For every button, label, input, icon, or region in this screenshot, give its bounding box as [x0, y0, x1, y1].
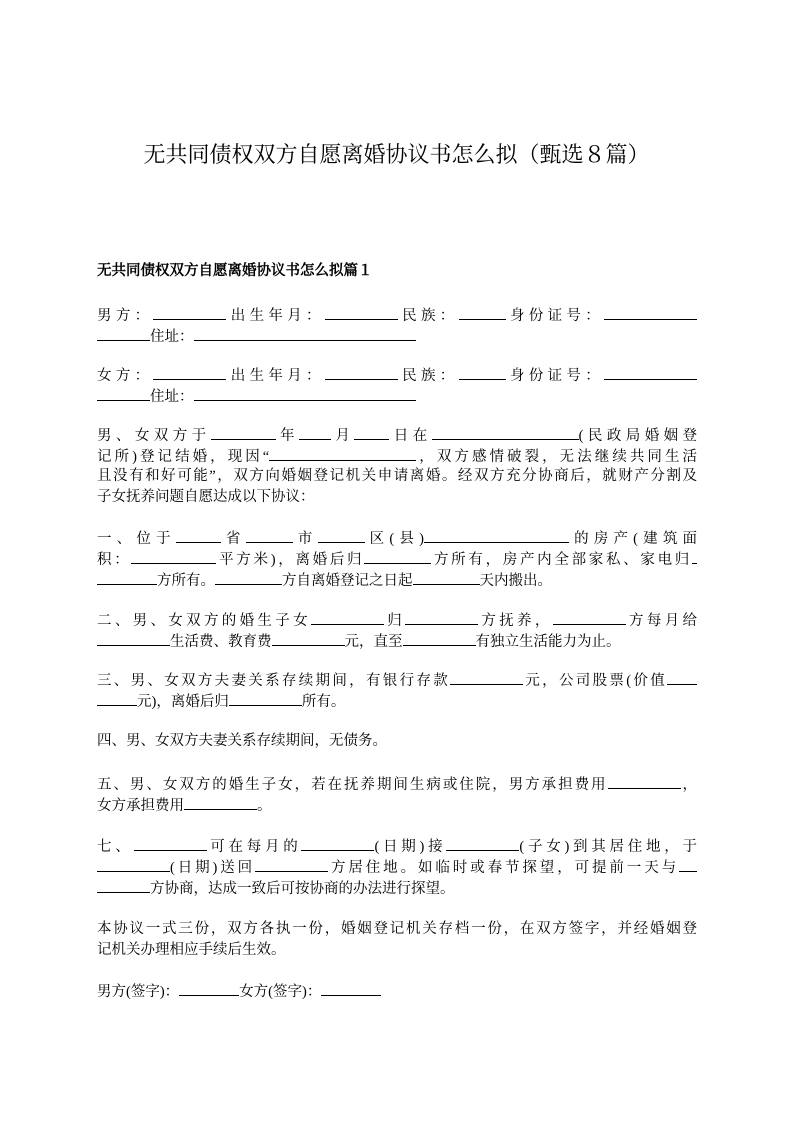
text: 省 [220, 531, 246, 547]
blank-field[interactable] [211, 424, 276, 440]
text: 子女抚养问题自愿达成以下协议： [97, 489, 315, 505]
closing-paragraph [97, 919, 697, 961]
blank-field[interactable] [325, 364, 398, 380]
text: 可在每月的 [206, 839, 302, 855]
text: 有独立生活能力为止。 [475, 634, 621, 650]
text: 日在 [389, 428, 432, 444]
clause-4 [97, 731, 697, 752]
blank-field[interactable] [97, 325, 150, 341]
blank-field[interactable] [553, 609, 626, 625]
signature-line [97, 980, 697, 1001]
blank-field[interactable] [301, 835, 374, 851]
blank-field[interactable] [424, 527, 569, 543]
blank-field[interactable] [608, 773, 681, 789]
blank-field[interactable] [667, 669, 697, 685]
text: 方所有。 [157, 573, 215, 589]
text: 归 [383, 613, 406, 629]
text: 平方米)，离婚后归 [216, 552, 365, 568]
clause-5 [97, 773, 697, 815]
blank-field[interactable] [299, 424, 331, 440]
text: 方自离婚登记之日起 [282, 573, 413, 589]
clause-1 [97, 527, 697, 590]
text: 积： [97, 552, 132, 568]
blank-field[interactable] [364, 548, 431, 564]
text: 天内搬出。 [479, 573, 552, 589]
label: 身份证号： [505, 368, 605, 384]
blank-field[interactable] [229, 690, 302, 706]
male-info [97, 304, 697, 346]
label: 女方： [97, 368, 154, 384]
blank-field[interactable] [97, 385, 150, 401]
text: 记机关办理相应手续后生效。 [97, 942, 286, 958]
text: 且没有和好可能”，双方向婚姻登记机关申请离婚。经双方充分协商后，就财产分割及 [97, 468, 697, 484]
blank-field[interactable] [354, 424, 389, 440]
blank-field[interactable] [131, 548, 216, 564]
blank-field[interactable] [176, 527, 221, 543]
female-signature-label: 女方(签字)： [239, 984, 322, 1000]
blank-field[interactable] [194, 325, 416, 341]
text: 元)，离婚后归 [137, 694, 229, 710]
label: 住址： [150, 329, 194, 345]
blank-field[interactable] [459, 304, 506, 320]
intro-paragraph [97, 424, 697, 508]
text: (日期)接 [374, 839, 447, 855]
blank-field[interactable] [134, 835, 207, 851]
text: 五、男、女双方的婚生子女，若在抚养期间生病或住院，男方承担费用 [97, 777, 608, 793]
document-title: 无共同债权双方自愿离婚协议书怎么拟（甄选８篇） [143, 143, 650, 168]
label: 民族： [397, 368, 459, 384]
male-signature-field[interactable] [179, 980, 239, 996]
blank-field[interactable] [432, 424, 579, 440]
text: 月 [330, 428, 355, 444]
blank-field[interactable] [311, 609, 384, 625]
text: 女方承担费用 [97, 798, 184, 814]
text: 的房产(建筑面 [568, 531, 698, 547]
label: 男方： [97, 308, 154, 324]
male-signature-label: 男方(签字)： [97, 984, 180, 1000]
text: ，双方感情破裂，无法继续共同生活 [416, 449, 698, 465]
blank-field[interactable] [459, 364, 506, 380]
blank-field[interactable] [153, 304, 226, 320]
section-heading: 无共同债权双方自愿离婚协议书怎么拟篇１ [97, 263, 373, 279]
text: 方居住地。如临时或春节探望，可提前一天与 [328, 860, 679, 876]
text: ， [680, 777, 697, 793]
blank-field[interactable] [97, 569, 157, 585]
blank-field[interactable] [272, 630, 345, 646]
text: 方每月给 [625, 613, 698, 629]
text: (子女)到其居住地，于 [519, 839, 697, 855]
clause-2 [97, 609, 697, 651]
blank-field[interactable] [184, 794, 257, 810]
female-info [97, 364, 697, 406]
text: 。 [257, 798, 272, 814]
clause-7 [97, 835, 697, 898]
female-signature-field[interactable] [321, 980, 381, 996]
blank-field[interactable] [318, 527, 365, 543]
blank-field[interactable] [97, 690, 137, 706]
blank-field[interactable] [604, 364, 697, 380]
text: 方所有，房产内全部家私、家电归 [431, 552, 693, 568]
text: 市 [292, 531, 318, 547]
blank-field[interactable] [679, 856, 697, 872]
text: 三、男、女双方夫妻关系存续期间，有银行存款 [97, 673, 451, 689]
label: 住址： [150, 389, 194, 405]
blank-field[interactable] [405, 609, 478, 625]
blank-field[interactable] [97, 630, 170, 646]
text: 元，公司股票(价值 [523, 673, 668, 689]
blank-field[interactable] [269, 445, 416, 461]
clause-3 [97, 669, 697, 711]
text: 生活费、教育费 [170, 634, 272, 650]
label: 出生年月： [226, 308, 325, 324]
blank-field[interactable] [215, 569, 282, 585]
blank-field[interactable] [255, 856, 328, 872]
blank-field[interactable] [97, 856, 170, 872]
text: 本协议一式三份，双方各执一份，婚姻登记机关存档一份，在双方签字，并经婚姻登 [97, 921, 697, 937]
blank-field[interactable] [325, 304, 398, 320]
label: 身份证号： [505, 308, 605, 324]
blank-field[interactable] [403, 630, 476, 646]
blank-field[interactable] [246, 527, 293, 543]
blank-field[interactable] [450, 669, 523, 685]
label: 民族： [397, 308, 459, 324]
blank-field[interactable] [692, 548, 697, 564]
text: (日期)送回 [170, 860, 256, 876]
text: (民政局婚姻登 [578, 428, 698, 444]
blank-field[interactable] [97, 877, 150, 893]
text: 所有。 [301, 694, 346, 710]
text: 方协商，达成一致后可按协商的办法进行探望。 [150, 881, 455, 897]
text: 一、位于 [97, 531, 176, 547]
label: 出生年月： [226, 368, 325, 384]
text: 年 [275, 428, 299, 444]
text: 二、男、女双方的婚生子女 [97, 613, 311, 629]
blank-field[interactable] [194, 385, 416, 401]
text: 四、男、女双方夫妻关系存续期间，无债务。 [97, 733, 387, 749]
text: 元，直至 [344, 634, 403, 650]
blank-field[interactable] [446, 835, 519, 851]
text: 男、女双方于 [97, 428, 211, 444]
text: 方抚养， [478, 613, 553, 629]
text: 记所)登记结婚，现因“ [97, 449, 270, 465]
blank-field[interactable] [413, 569, 480, 585]
blank-field[interactable] [604, 304, 697, 320]
text: 区(县) [364, 531, 424, 547]
blank-field[interactable] [153, 364, 226, 380]
text: 七、 [97, 839, 134, 855]
